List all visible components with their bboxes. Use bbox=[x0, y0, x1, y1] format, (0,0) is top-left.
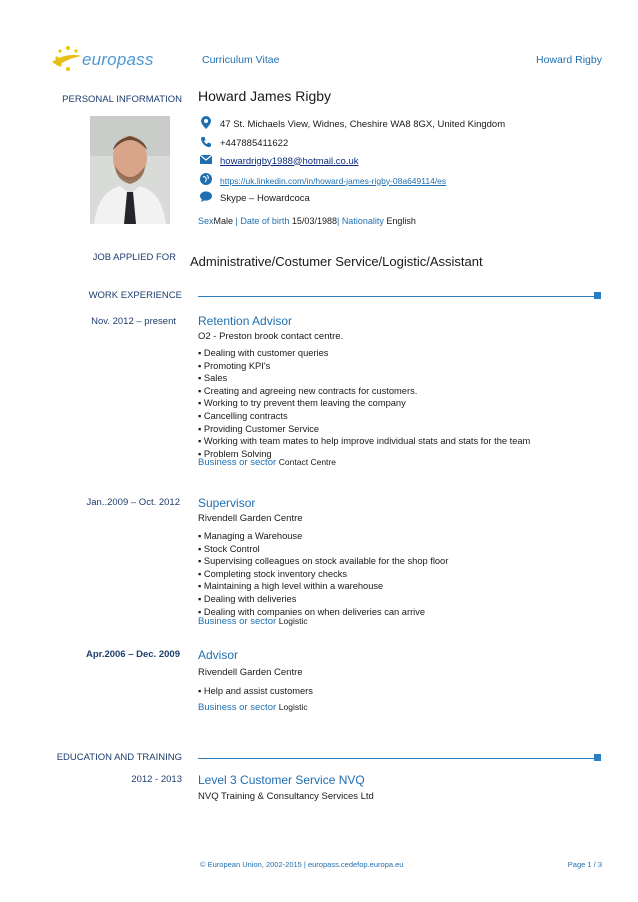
footer-copyright: © European Union, 2002-2015 | europass.cedefop.europa.eu bbox=[200, 860, 404, 869]
job-duties-list bbox=[198, 530, 448, 618]
list-item: ▪ Managing a Warehouse bbox=[198, 531, 303, 541]
list-item: ▪ Supervising colleagues on stock available for the shop floor bbox=[198, 556, 449, 567]
education-title: Level 3 Customer Service NVQ bbox=[198, 773, 365, 787]
list-item: ▪ Stock Control bbox=[198, 543, 260, 554]
full-name: Howard James Rigby bbox=[198, 88, 332, 104]
business-sector-value: Contact Centre bbox=[278, 457, 336, 467]
list-item: ▪ Promoting KPI's bbox=[198, 360, 271, 371]
business-sector-value: Logistic bbox=[278, 616, 308, 626]
nationality-label: Nationality bbox=[341, 216, 384, 226]
separator: | bbox=[336, 216, 342, 226]
email-icon bbox=[198, 155, 214, 167]
list-item: ▪ Maintaining a high level within a warehouse bbox=[198, 581, 384, 592]
list-item: ▪ Creating and agreeing new contracts for customers. bbox=[198, 385, 418, 396]
list-item: ▪ Cancelling contracts bbox=[198, 410, 288, 421]
phone-text: +447885411622 bbox=[220, 138, 289, 149]
list-item: ▪ Working with team mates to help improve individual stats and stats for the team bbox=[198, 436, 531, 447]
list-item: ▪ Working to try prevent them leaving the company bbox=[198, 398, 406, 409]
web-row bbox=[198, 173, 446, 188]
location-icon bbox=[198, 116, 214, 132]
personal-details bbox=[198, 216, 416, 226]
business-sector-label: Business or sector bbox=[198, 702, 277, 713]
job-duties-list bbox=[198, 347, 530, 460]
job-date: Jan..2009 – Oct. 2012 bbox=[86, 497, 180, 508]
job-date: Apr.2006 – Dec. 2009 bbox=[85, 649, 180, 660]
business-sector-label: Business or sector bbox=[198, 616, 277, 627]
footer-page-number: Page 1 / 3 bbox=[567, 860, 602, 869]
separator: | bbox=[233, 216, 241, 226]
employer: Rivendell Garden Centre bbox=[198, 667, 303, 678]
list-item: ▪ Help and assist customers bbox=[198, 686, 313, 696]
list-item: ▪ Dealing with customer queries bbox=[198, 348, 329, 358]
education-org: NVQ Training & Consultancy Services Ltd bbox=[198, 791, 374, 802]
doc-title: Curriculum Vitae bbox=[202, 54, 280, 66]
business-sector bbox=[198, 702, 308, 713]
profile-photo bbox=[90, 116, 170, 224]
skype-row bbox=[198, 191, 310, 205]
section-rule bbox=[198, 758, 594, 759]
sex-label: Sex bbox=[198, 216, 214, 226]
web-icon bbox=[198, 173, 214, 188]
list-item: ▪ Providing Customer Service bbox=[198, 423, 320, 434]
address-row bbox=[198, 116, 505, 132]
section-rule-marker bbox=[594, 754, 601, 761]
list-item: ▪ Completing stock inventory checks bbox=[198, 568, 348, 579]
list-item: ▪ Problem Solving bbox=[198, 448, 272, 459]
personal-information-label: PERSONAL INFORMATION bbox=[62, 94, 182, 105]
email-link[interactable]: howardrigby1988@hotmail.co.uk bbox=[220, 155, 359, 167]
employer: Rivendell Garden Centre bbox=[198, 513, 303, 524]
dob-label: Date of birth bbox=[240, 216, 290, 226]
list-item: ▪ Dealing with deliveries bbox=[198, 593, 297, 604]
job-title: Retention Advisor bbox=[198, 314, 293, 328]
work-experience-label: WORK EXPERIENCE bbox=[88, 290, 182, 301]
job-applied-value: Administrative/Costumer Service/Logistic/Assistant bbox=[190, 254, 483, 269]
header-owner-name: Howard Rigby bbox=[536, 54, 602, 66]
chat-icon bbox=[198, 191, 214, 205]
job-applied-label: JOB APPLIED FOR bbox=[92, 252, 176, 263]
education-date: 2012 - 2013 bbox=[131, 774, 182, 785]
list-item: ▪ Dealing with companies on when deliveries can arrive bbox=[198, 606, 426, 617]
job-date: Nov. 2012 – present bbox=[91, 316, 176, 327]
sex-value: Male bbox=[213, 216, 234, 226]
business-sector-value: Logistic bbox=[278, 702, 308, 712]
phone-icon bbox=[198, 136, 214, 151]
employer: O2 - Preston brook contact centre. bbox=[198, 331, 344, 342]
job-title: Supervisor bbox=[198, 496, 256, 510]
email-row bbox=[198, 155, 359, 167]
phone-row bbox=[198, 136, 288, 151]
job-duties-list bbox=[198, 685, 313, 698]
business-sector bbox=[198, 616, 308, 627]
job-title: Advisor bbox=[198, 648, 239, 662]
europass-logo-text: europass bbox=[82, 50, 154, 69]
list-item: ▪ Sales bbox=[198, 373, 228, 384]
education-label: EDUCATION AND TRAINING bbox=[56, 752, 182, 763]
section-rule bbox=[198, 296, 594, 297]
address-text: 47 St. Michaels View, Widnes, Cheshire WA8 8GX, United Kingdom bbox=[220, 118, 506, 130]
business-sector-label: Business or sector bbox=[198, 457, 277, 468]
business-sector bbox=[198, 457, 336, 468]
dob-value: 15/03/1988 bbox=[291, 216, 337, 226]
nationality-value: English bbox=[386, 216, 416, 226]
skype-text: Skype – Howardcoca bbox=[220, 192, 310, 204]
linkedin-link[interactable]: https://uk.linkedin.com/in/howard-james-rigby-08a649114/es bbox=[220, 175, 447, 186]
section-rule-marker bbox=[594, 292, 601, 299]
